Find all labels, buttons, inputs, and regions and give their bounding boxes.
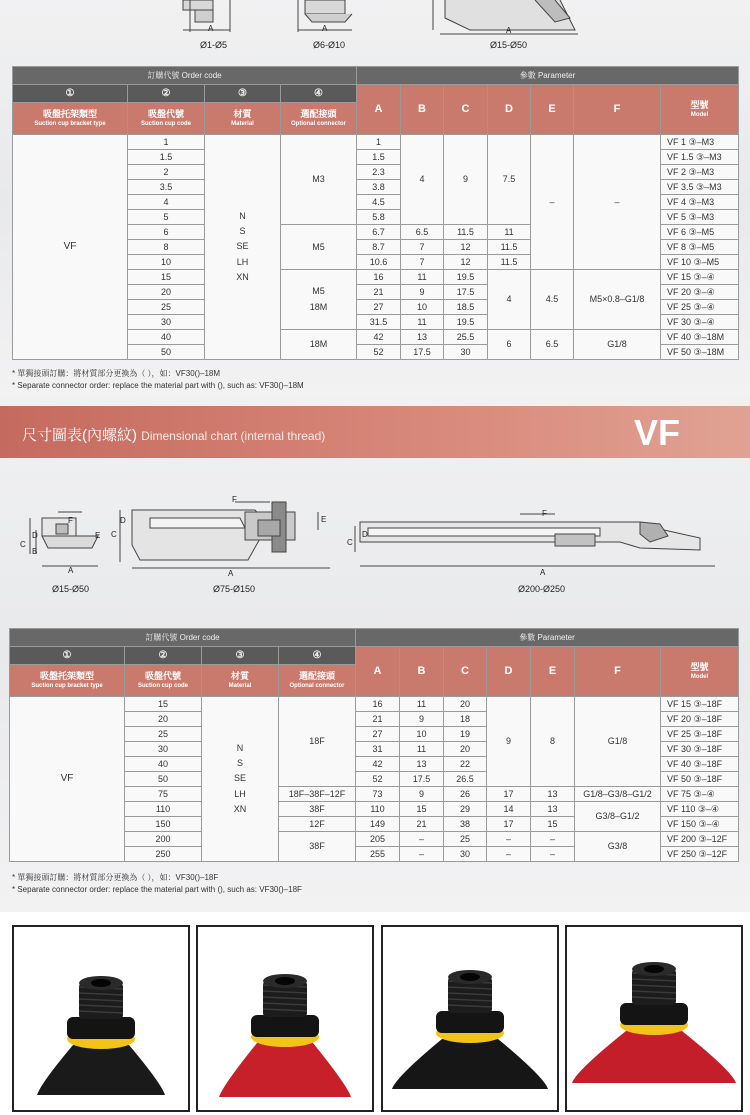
a-cell: 31 — [356, 742, 400, 757]
material-header — [202, 665, 279, 697]
a-cell: 5.8 — [357, 210, 401, 225]
parameter-header: 參數 Parameter — [356, 629, 739, 647]
cup-code-cell: 30 — [125, 742, 202, 757]
material-se: SE — [233, 773, 246, 784]
col-number: ④ — [279, 647, 356, 665]
c-cell: 29 — [444, 802, 487, 817]
connector-header — [279, 665, 356, 697]
col-number: ② — [125, 647, 202, 665]
dimension-label: Ø15-Ø50 — [490, 40, 528, 50]
connector-cell — [281, 270, 357, 330]
material-s: S — [236, 758, 243, 769]
dim-letter: F — [542, 509, 547, 518]
d-cell: 7.5 — [488, 135, 531, 225]
e-cell: 15 — [531, 817, 575, 832]
product-photo-black-large — [381, 925, 559, 1112]
model-cell: VF 3.5 ③–M3 — [661, 180, 739, 195]
b-cell: 17.5 — [400, 772, 444, 787]
model-cell: VF 20 ③–18F — [661, 712, 739, 727]
dim-letter: A — [228, 569, 234, 578]
bracket-type-header — [10, 665, 125, 697]
b-cell: 13 — [401, 330, 444, 345]
dim-letter: B — [32, 547, 38, 556]
material-cell — [205, 135, 281, 360]
c-cell: 26.5 — [444, 772, 487, 787]
connector-cn: 選配接頭 — [300, 109, 337, 119]
material-xn: XN — [236, 271, 249, 282]
param-header-b: B — [401, 85, 444, 135]
f-cell: G3/8 — [575, 832, 661, 862]
f-cell: G1/8–G3/8–G1/2 — [575, 787, 661, 802]
product-photo-red-small — [196, 925, 374, 1112]
material-en: Material — [228, 683, 252, 689]
order-code-header: 訂購代號 Order code — [13, 67, 357, 85]
model-cell: VF 110 ③–④ — [661, 802, 739, 817]
param-header-f: F — [575, 647, 661, 697]
a-cell: 3.8 — [357, 180, 401, 195]
cup-code-cell: 75 — [125, 787, 202, 802]
a-cell: 4.5 — [357, 195, 401, 210]
cup-code-cell: 20 — [128, 285, 205, 300]
b-cell: 7 — [401, 240, 444, 255]
cup-code-cell: 50 — [128, 345, 205, 360]
cup-code-cell: 30 — [128, 315, 205, 330]
model-cell: VF 15 ③–④ — [661, 270, 739, 285]
cup-code-cell: 10 — [128, 255, 205, 270]
order-note-cn: * 單獨接頭訂購：將材質部分更換為（ ），如：VF30()–18M — [12, 369, 221, 378]
f-cell: G1/8 — [574, 330, 661, 360]
f-cell: G3/8–G1/2 — [575, 802, 661, 832]
hex-nut — [620, 1003, 688, 1025]
d-cell: – — [487, 847, 531, 862]
bracket-type-cn: 吸盤托架類型 — [39, 671, 94, 681]
model-cell: VF 25 ③–④ — [661, 300, 739, 315]
dim-letter: A — [208, 24, 214, 33]
section-title-cn: 尺寸圖表(內螺紋) — [22, 427, 137, 444]
cup-code-cell: 250 — [125, 847, 202, 862]
cup-code-cell: 15 — [128, 270, 205, 285]
param-header-b: B — [400, 647, 444, 697]
b-cell: 10 — [401, 300, 444, 315]
b-cell: 9 — [400, 712, 444, 727]
c-cell: 19.5 — [444, 270, 488, 285]
connector-en: Optional connector — [290, 121, 346, 127]
b-cell: 13 — [400, 757, 444, 772]
d-cell: 4 — [488, 270, 531, 330]
cup-code-cell: 5 — [128, 210, 205, 225]
model-header-en: Model — [690, 112, 709, 118]
stem-bore — [275, 977, 295, 985]
a-cell: 52 — [356, 772, 400, 787]
cup-code-cn: 吸盤代號 — [144, 671, 181, 681]
stem-bore — [460, 973, 480, 981]
dim-letter: E — [95, 531, 101, 540]
dim-letter: F — [68, 516, 73, 525]
col-number: ③ — [202, 647, 279, 665]
connector-cn: 選配接頭 — [298, 671, 335, 681]
c-cell: 11.5 — [444, 225, 488, 240]
order-note — [12, 872, 302, 895]
cup-code-cell: 150 — [125, 817, 202, 832]
model-cell: VF 1.5 ③–M3 — [661, 150, 739, 165]
connector-18m: 18M — [309, 301, 328, 312]
cup-code-cn: 吸盤代號 — [147, 109, 184, 119]
material-n: N — [239, 210, 246, 221]
connector-header — [281, 103, 357, 135]
material-en: Material — [231, 121, 254, 127]
model-cell: VF 1 ③–M3 — [661, 135, 739, 150]
e-cell: – — [531, 135, 574, 270]
e-cell: 8 — [531, 697, 575, 787]
material-n: N — [236, 742, 244, 753]
material-header — [205, 103, 281, 135]
connector-en: Optional connector — [289, 683, 345, 689]
dim-letter: A — [322, 24, 328, 33]
model-cell: VF 8 ③–M5 — [661, 240, 739, 255]
connector-cell: 18F–38F–12F — [279, 787, 356, 802]
a-cell: 42 — [357, 330, 401, 345]
dim-letter: F — [232, 495, 237, 504]
order-note-en: * Separate connector order: replace the material part with (), such as: VF30()–18M — [12, 380, 304, 390]
a-cell: 205 — [356, 832, 400, 847]
bracket-type-header — [13, 103, 128, 135]
dimension-label: Ø75-Ø150 — [213, 584, 256, 594]
b-cell: 21 — [400, 817, 444, 832]
hex-nut — [436, 1011, 504, 1033]
bracket-type-en: Suction cup bracket type — [34, 121, 106, 127]
section-title — [22, 424, 325, 445]
order-code-header: 訂購代號 Order code — [10, 629, 356, 647]
c-cell: 26 — [444, 787, 487, 802]
b-cell: – — [400, 847, 444, 862]
cup-code-cell: 40 — [125, 757, 202, 772]
dim-letter: D — [362, 530, 368, 539]
model-header-cn: 型號 — [690, 662, 709, 672]
series-code: VF — [633, 412, 680, 453]
d-cell: 11 — [488, 225, 531, 240]
c-cell: 20 — [444, 697, 487, 712]
model-cell: VF 10 ③–M5 — [661, 255, 739, 270]
d-cell: 17 — [487, 787, 531, 802]
a-cell: 73 — [356, 787, 400, 802]
suction-cup-image — [383, 927, 557, 1110]
product-photo-red-large — [565, 925, 743, 1112]
connector-cell: 12F — [279, 817, 356, 832]
b-cell: 17.5 — [401, 345, 444, 360]
dimension-label: Ø200-Ø250 — [518, 584, 566, 594]
material-cn: 材質 — [230, 671, 249, 681]
b-cell: 4 — [401, 135, 444, 225]
a-cell: 42 — [356, 757, 400, 772]
col-number: ④ — [281, 85, 357, 103]
dimension-label: Ø1-Ø5 — [200, 40, 228, 50]
param-header-d: D — [487, 647, 531, 697]
model-cell: VF 150 ③–④ — [661, 817, 739, 832]
material-lh: LH — [236, 256, 249, 267]
param-header-d: D — [488, 85, 531, 135]
suction-cup-image — [567, 927, 741, 1110]
cup-code-cell: 20 — [125, 712, 202, 727]
material-s: S — [239, 226, 246, 237]
a-cell: 27 — [357, 300, 401, 315]
suction-cup-image — [14, 927, 188, 1110]
model-cell: VF 5 ③–M3 — [661, 210, 739, 225]
d-cell: 11.5 — [488, 240, 531, 255]
model-cell: VF 50 ③–18F — [661, 772, 739, 787]
dimension-label: Ø15-Ø50 — [52, 584, 90, 594]
material-cell — [202, 697, 279, 862]
cup-code-cell: 110 — [125, 802, 202, 817]
model-cell: VF 200 ③–12F — [661, 832, 739, 847]
section-banner — [0, 406, 750, 458]
c-cell: 30 — [444, 345, 488, 360]
model-cell: VF 40 ③–18M — [661, 330, 739, 345]
b-cell: 6.5 — [401, 225, 444, 240]
model-cell: VF 50 ③–18M — [661, 345, 739, 360]
material-lh: LH — [234, 788, 246, 799]
cup-code-cell: 6 — [128, 225, 205, 240]
d-cell: – — [487, 832, 531, 847]
c-cell: 25 — [444, 832, 487, 847]
b-cell: 11 — [401, 270, 444, 285]
model-cell: VF 40 ③–18F — [661, 757, 739, 772]
c-cell: 12 — [444, 255, 488, 270]
cup-code-cell: 4 — [128, 195, 205, 210]
param-header-e: E — [531, 85, 574, 135]
c-cell: 17.5 — [444, 285, 488, 300]
b-cell: 9 — [400, 787, 444, 802]
c-cell: 22 — [444, 757, 487, 772]
dim-letter: D — [120, 516, 126, 525]
b-cell: 11 — [400, 697, 444, 712]
dim-letter: D — [32, 531, 38, 540]
a-cell: 6.7 — [357, 225, 401, 240]
cup-skirt — [392, 1039, 548, 1089]
order-note — [12, 368, 304, 391]
a-cell: 2.3 — [357, 165, 401, 180]
cup-code-cell: 3.5 — [128, 180, 205, 195]
section-title-en: Dimensional chart (internal thread) — [141, 429, 326, 443]
order-note-cn: * 單獨接頭訂購：將材質部分更換為（ ），如：VF30()–18F — [12, 873, 219, 882]
a-cell: 27 — [356, 727, 400, 742]
model-header — [661, 647, 739, 697]
dim-letter: A — [68, 566, 74, 575]
f-cell: M5×0.8–G1/8 — [574, 270, 661, 330]
b-cell: 10 — [400, 727, 444, 742]
a-cell: 16 — [356, 697, 400, 712]
cup-code-en: Suction cup code — [140, 121, 191, 127]
model-header-cn: 型號 — [690, 100, 709, 110]
bracket-type-en: Suction cup bracket type — [31, 683, 103, 689]
dimension-diagram-top — [0, 0, 750, 62]
c-cell: 25.5 — [444, 330, 488, 345]
param-header-c: C — [444, 85, 488, 135]
col-number: ③ — [205, 85, 281, 103]
c-cell: 12 — [444, 240, 488, 255]
f-cell: – — [574, 135, 661, 270]
a-cell: 149 — [356, 817, 400, 832]
dim-letter: A — [540, 568, 546, 577]
c-cell: 9 — [444, 135, 488, 225]
model-cell: VF 6 ③–M5 — [661, 225, 739, 240]
connector-cell: M3 — [281, 135, 357, 225]
c-cell: 20 — [444, 742, 487, 757]
cup-skirt — [572, 1031, 736, 1083]
dimension-label: Ø6-Ø10 — [313, 40, 346, 50]
connector-cell: 38F — [279, 802, 356, 817]
e-cell: 13 — [531, 787, 575, 802]
c-cell: 30 — [444, 847, 487, 862]
b-cell: 11 — [401, 315, 444, 330]
c-cell: 38 — [444, 817, 487, 832]
suction-cup-image — [198, 927, 372, 1110]
model-cell: VF 250 ③–12F — [661, 847, 739, 862]
hex-nut — [67, 1017, 135, 1039]
d-cell: 6 — [488, 330, 531, 360]
a-cell: 1 — [357, 135, 401, 150]
model-cell: VF 2 ③–M3 — [661, 165, 739, 180]
e-cell: 6.5 — [531, 330, 574, 360]
param-header-e: E — [531, 647, 575, 697]
c-cell: 18 — [444, 712, 487, 727]
model-cell: VF 15 ③–18F — [661, 697, 739, 712]
stem-bore — [644, 965, 664, 973]
model-cell: VF 30 ③–④ — [661, 315, 739, 330]
param-header-c: C — [444, 647, 487, 697]
a-cell: 16 — [357, 270, 401, 285]
connector-m5: M5 — [312, 286, 325, 297]
model-cell: VF 25 ③–18F — [661, 727, 739, 742]
col-number: ② — [128, 85, 205, 103]
cup-code-cell: 1.5 — [128, 150, 205, 165]
bracket-type-cn: 吸盤托架類型 — [42, 109, 97, 119]
e-cell: – — [531, 832, 575, 847]
dim-letter: E — [321, 515, 327, 524]
cup-code-cell: 8 — [128, 240, 205, 255]
product-photo-black-small — [12, 925, 190, 1112]
d-cell: 17 — [487, 817, 531, 832]
cup-code-en: Suction cup code — [137, 683, 188, 689]
connector-cell: 18F — [279, 697, 356, 787]
cup-code-cell: 2 — [128, 165, 205, 180]
cup-code-cell: 25 — [128, 300, 205, 315]
cup-code-header — [125, 665, 202, 697]
b-cell: – — [400, 832, 444, 847]
model-header-en: Model — [690, 674, 709, 680]
connector-cell: M5 — [281, 225, 357, 270]
bracket-type-cell: VF — [10, 697, 125, 862]
f-cell: G1/8 — [575, 697, 661, 787]
b-cell: 7 — [401, 255, 444, 270]
c-cell: 19.5 — [444, 315, 488, 330]
param-header-f: F — [574, 85, 661, 135]
a-cell: 110 — [356, 802, 400, 817]
d-cell: 9 — [487, 697, 531, 787]
col-number: ① — [10, 647, 125, 665]
cup-skirt — [37, 1045, 165, 1095]
model-cell: VF 20 ③–④ — [661, 285, 739, 300]
dim-letter: C — [347, 538, 353, 547]
cup-code-header — [128, 103, 205, 135]
cup-code-cell: 40 — [128, 330, 205, 345]
model-header — [661, 85, 739, 135]
e-cell: 13 — [531, 802, 575, 817]
order-note-en: * Separate connector order: replace the material part with (), such as: VF30()–18F — [12, 884, 302, 894]
connector-cell: 18M — [281, 330, 357, 360]
model-cell: VF 30 ③–18F — [661, 742, 739, 757]
c-cell: 19 — [444, 727, 487, 742]
b-cell: 9 — [401, 285, 444, 300]
cup-code-cell: 25 — [125, 727, 202, 742]
param-header-a: A — [357, 85, 401, 135]
spec-table-external — [12, 66, 739, 360]
e-cell: – — [531, 847, 575, 862]
a-cell: 255 — [356, 847, 400, 862]
spec-table-internal — [9, 628, 739, 862]
d-cell: 11.5 — [488, 255, 531, 270]
a-cell: 10.6 — [357, 255, 401, 270]
cup-code-cell: 200 — [125, 832, 202, 847]
hex-nut — [251, 1015, 319, 1037]
b-cell: 15 — [400, 802, 444, 817]
dim-letter: C — [111, 530, 117, 539]
model-cell: VF 75 ③–④ — [661, 787, 739, 802]
e-cell: 4.5 — [531, 270, 574, 330]
model-cell: VF 4 ③–M3 — [661, 195, 739, 210]
dimension-diagram-internal — [0, 490, 750, 600]
b-cell: 11 — [400, 742, 444, 757]
param-header-a: A — [356, 647, 400, 697]
a-cell: 21 — [357, 285, 401, 300]
material-se: SE — [236, 241, 249, 252]
c-cell: 18.5 — [444, 300, 488, 315]
dim-letter: C — [20, 540, 26, 549]
dim-letter: A — [506, 26, 512, 35]
a-cell: 52 — [357, 345, 401, 360]
a-cell: 31.5 — [357, 315, 401, 330]
connector-cell: 38F — [279, 832, 356, 862]
stem-bore — [91, 979, 111, 987]
a-cell: 21 — [356, 712, 400, 727]
col-number: ① — [13, 85, 128, 103]
cup-code-cell: 50 — [125, 772, 202, 787]
material-cn: 材質 — [233, 109, 252, 119]
material-xn: XN — [233, 803, 247, 814]
cup-code-cell: 1 — [128, 135, 205, 150]
cup-skirt — [219, 1043, 351, 1097]
cup-code-cell: 15 — [125, 697, 202, 712]
a-cell: 1.5 — [357, 150, 401, 165]
bracket-type-cell: VF — [13, 135, 128, 360]
parameter-header: 參數 Parameter — [357, 67, 739, 85]
a-cell: 8.7 — [357, 240, 401, 255]
d-cell: 14 — [487, 802, 531, 817]
